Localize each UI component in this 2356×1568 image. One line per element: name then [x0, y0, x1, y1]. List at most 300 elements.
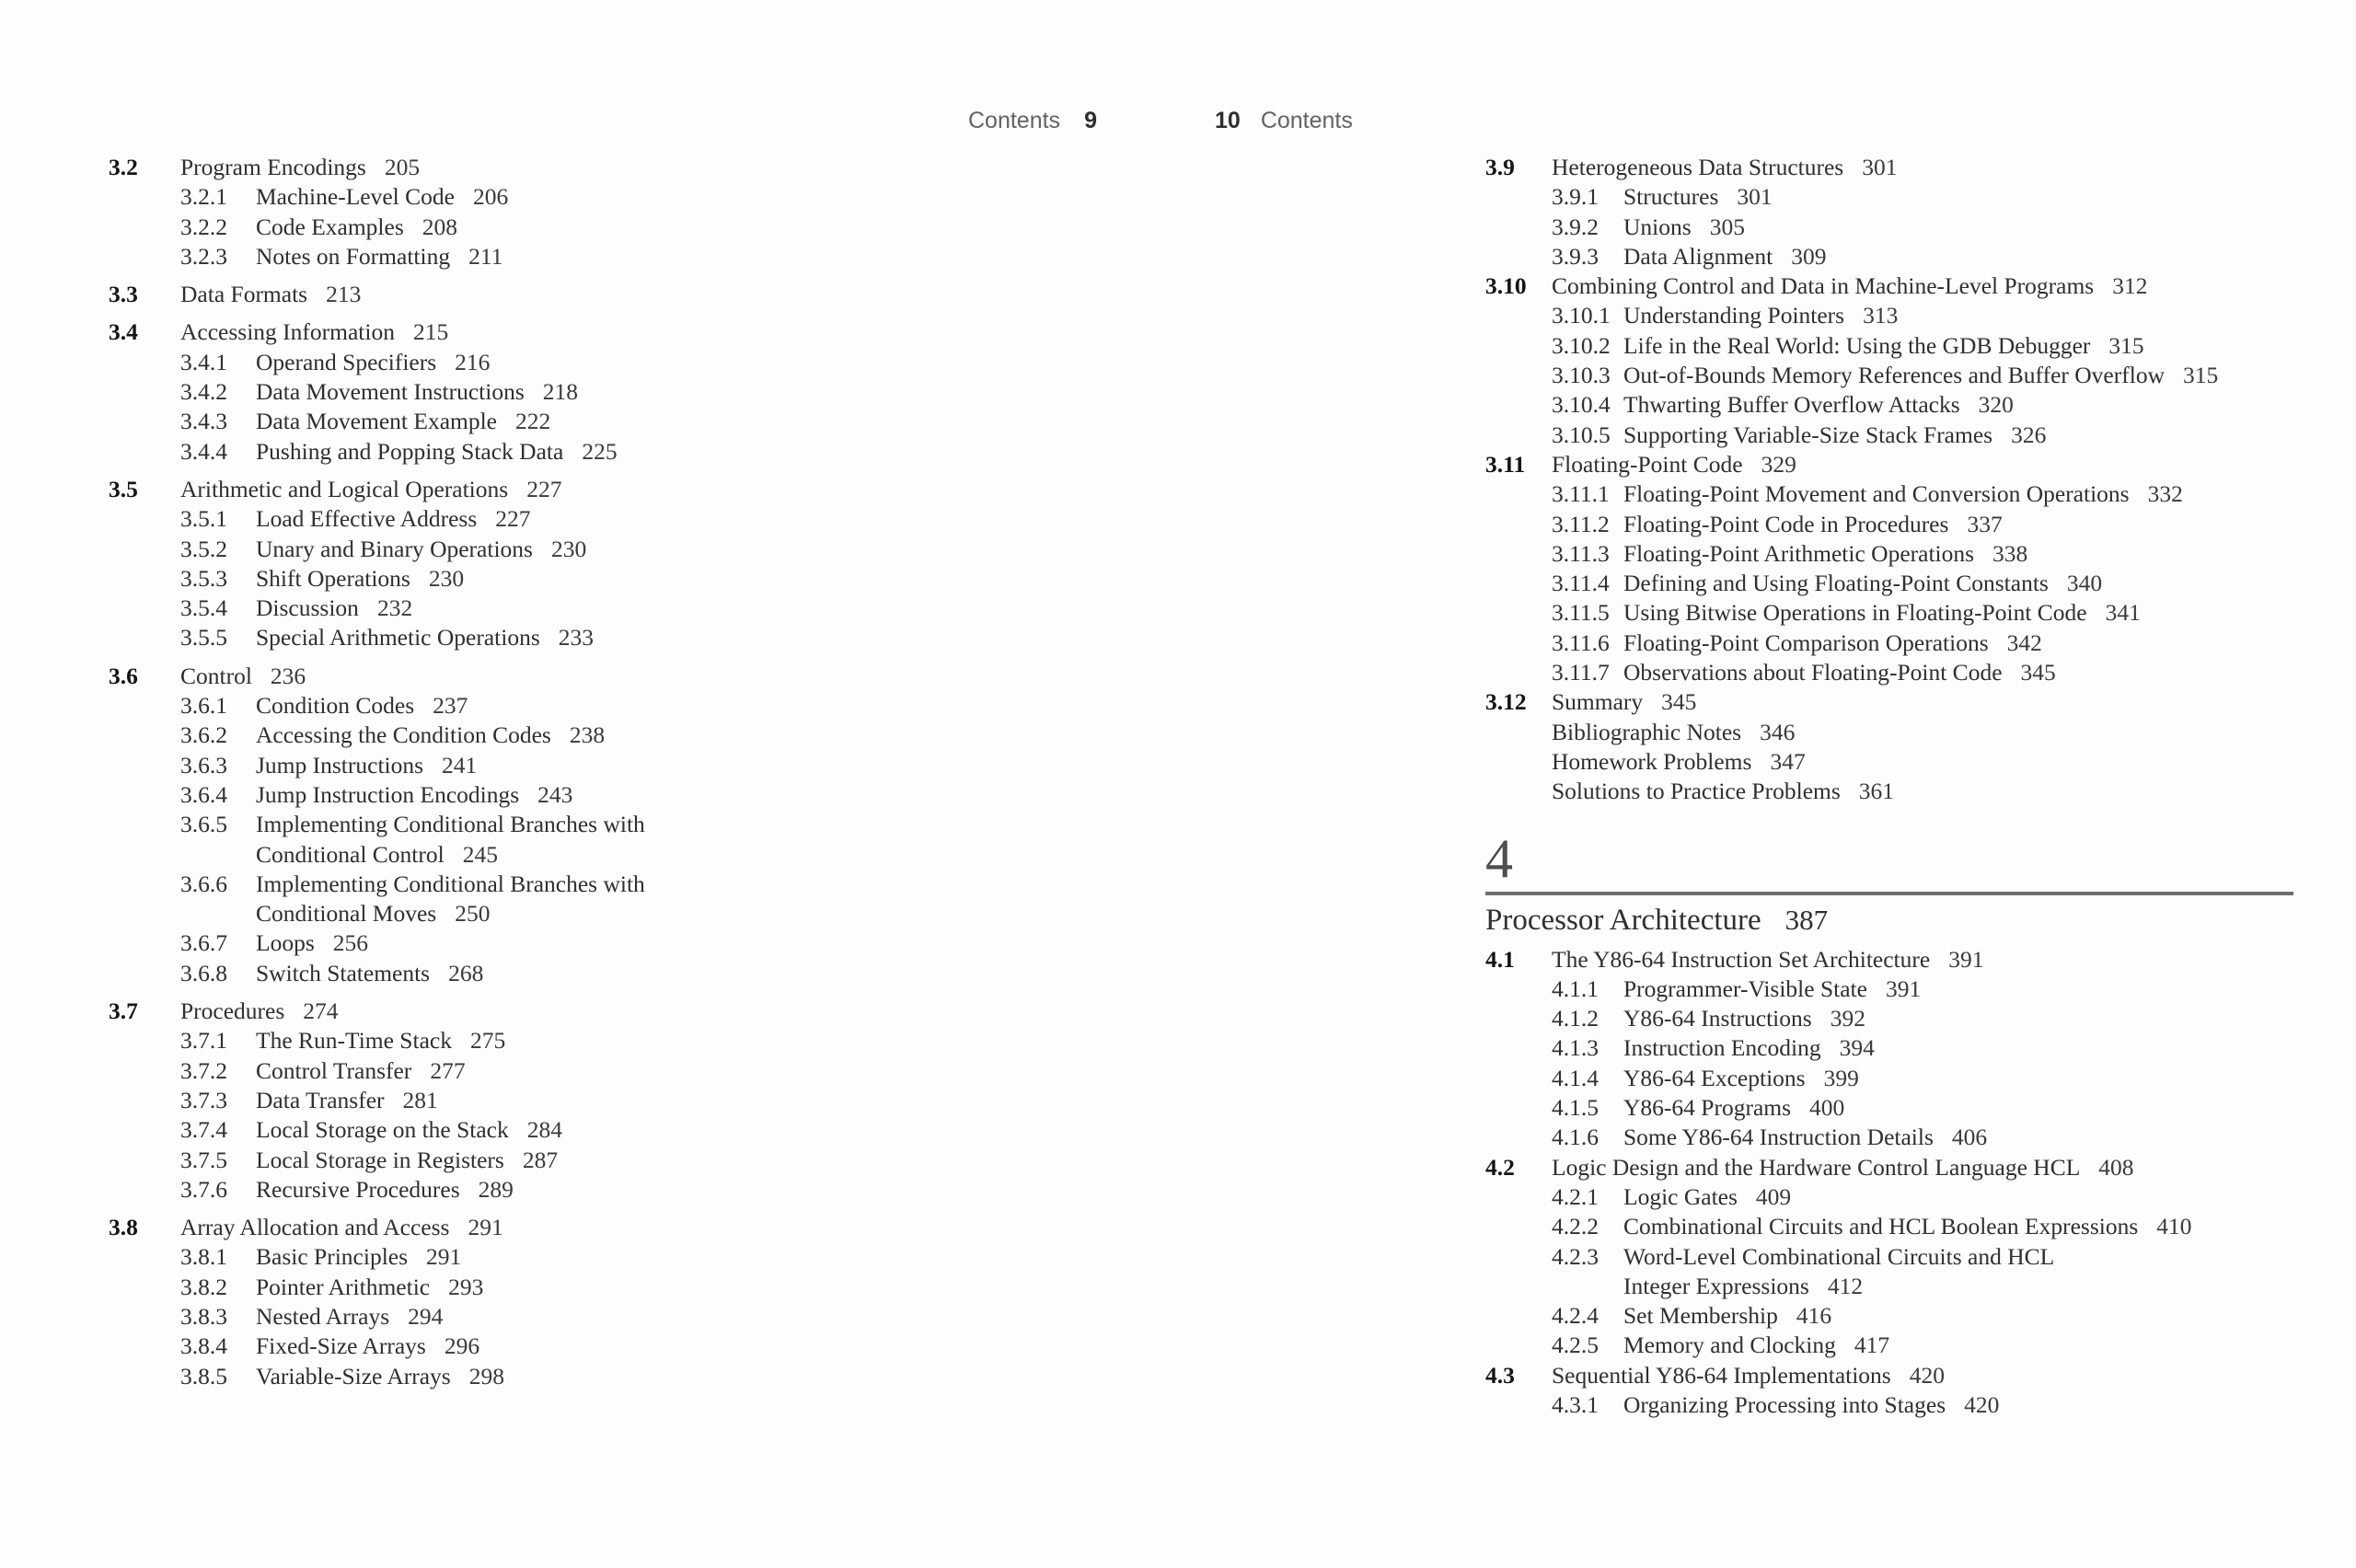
toc-entry	[109, 242, 1176, 271]
entry-number: 3.6.2	[180, 721, 227, 749]
toc-entry	[1485, 301, 2352, 330]
entry-line	[1552, 945, 1983, 974]
toc-entry	[1485, 1153, 2352, 1182]
entry-title: Y86-64 Instructions	[1623, 1005, 1812, 1032]
entry-line	[256, 721, 605, 750]
page-number: 227	[495, 505, 531, 533]
entry-title: Program Encodings	[180, 154, 366, 180]
entry-number: 3.5.5	[180, 624, 227, 651]
entry-number: 3.8.4	[180, 1332, 227, 1360]
entry-title: Data Transfer	[256, 1086, 385, 1113]
entry-title: Local Storage in Registers	[256, 1146, 504, 1173]
entry-title-block	[256, 1302, 443, 1332]
entry-line	[1623, 213, 1745, 242]
toc-entry	[1485, 1301, 2352, 1331]
entry-number: 4.1.4	[1552, 1064, 1599, 1091]
page-number: 222	[515, 408, 551, 435]
toc-entry	[109, 1332, 1176, 1361]
entry-line	[1623, 974, 1921, 1004]
entry-number: 4.2.2	[1552, 1213, 1599, 1240]
toc-entry	[1485, 1242, 2352, 1302]
toc-entry	[1485, 747, 2352, 777]
page-number: 399	[1823, 1064, 1859, 1091]
entry-title-block	[1623, 1301, 1831, 1331]
entry-title: Condition Codes	[256, 692, 415, 720]
entry-title: Code Examples	[256, 213, 404, 240]
page-number: 256	[332, 929, 368, 957]
entry-title-block	[1623, 1242, 2054, 1302]
entry-number: 3.12	[1485, 688, 1527, 716]
page-number: 400	[1809, 1094, 1845, 1122]
entry-line	[256, 535, 586, 564]
entry-title: Structures	[1623, 183, 1719, 211]
entry-number: 4.2.4	[1552, 1302, 1599, 1330]
entry-title-block	[1552, 271, 2147, 301]
entry-number: 3.11.3	[1552, 539, 1610, 567]
toc-entry	[1485, 1093, 2352, 1123]
entry-title-block	[256, 242, 502, 271]
entry-title: Switch Statements	[256, 959, 431, 986]
entry-number: 3.3	[109, 281, 138, 308]
entry-line	[256, 1362, 504, 1391]
entry-number: 3.10.4	[1552, 391, 1611, 419]
entry-title: Logic Design and the Hardware Control Language HCL	[1552, 1153, 2081, 1181]
entry-title: Floating-Point Comparison Operations	[1623, 628, 1989, 656]
entry-line	[1552, 271, 2147, 301]
page-number: 291	[468, 1214, 503, 1241]
entry-number: 3.6.1	[180, 692, 227, 720]
entry-number: 4.3.1	[1552, 1390, 1599, 1418]
toc-entry	[109, 780, 1176, 810]
running-head-right	[1215, 107, 1353, 134]
toc-entry	[1485, 390, 2352, 420]
toc-entry	[1485, 1212, 2352, 1241]
entry-line	[1552, 747, 1806, 777]
entry-line	[256, 594, 412, 623]
entry-title: Load Effective Address	[256, 505, 478, 533]
entry-title-block	[256, 1026, 505, 1055]
entry-title: Summary	[1552, 688, 1644, 716]
page-number: 274	[303, 997, 339, 1025]
entry-number: 3.2.3	[180, 242, 227, 270]
toc-entry	[109, 182, 1176, 212]
entry-title-block	[1623, 421, 2046, 450]
entry-title-block	[256, 377, 578, 407]
entry-line	[1623, 1301, 1831, 1331]
entry-number: 4.2.5	[1552, 1332, 1599, 1359]
entry-title-block	[180, 280, 361, 309]
entry-number: 3.11.1	[1552, 480, 1610, 508]
entry-title-block	[1623, 182, 1773, 212]
entry-line	[180, 662, 306, 691]
entry-title-block	[256, 1332, 479, 1361]
entry-title-block	[256, 1115, 562, 1145]
entry-title: Arithmetic and Logical Operations	[180, 475, 509, 502]
page-number: 225	[582, 437, 618, 465]
entry-title-continued: Conditional Moves	[256, 900, 437, 928]
entry-title: Y86-64 Programs	[1623, 1094, 1792, 1122]
entry-title: Variable-Size Arrays	[256, 1362, 451, 1389]
toc-column-right	[1485, 153, 2352, 1420]
entry-title-block	[256, 691, 468, 721]
toc-entry	[1485, 1123, 2352, 1152]
page-number: 230	[428, 564, 465, 592]
page-number: 315	[2182, 362, 2219, 389]
entry-line	[256, 407, 550, 436]
page-number: 341	[2105, 599, 2141, 627]
toc-entry	[1485, 331, 2352, 361]
entry-number: 3.7.4	[180, 1116, 227, 1144]
entry-title: Discussion	[256, 594, 359, 622]
entry-title: Combinational Circuits and HCL Boolean Expressions	[1623, 1213, 2139, 1240]
entry-title: The Run-Time Stack	[256, 1027, 452, 1055]
page-number: 294	[408, 1302, 444, 1330]
entry-title-block	[1552, 1153, 2134, 1182]
page-number: 215	[412, 318, 449, 346]
entry-title: Homework Problems	[1552, 747, 1752, 775]
toc-entry	[1485, 628, 2352, 658]
entry-line	[1623, 1182, 1791, 1212]
toc-entry	[1485, 361, 2352, 390]
page-number: 291	[426, 1243, 462, 1271]
entry-line	[256, 1115, 562, 1145]
toc-entry	[1485, 242, 2352, 271]
entry-line	[180, 997, 339, 1026]
entry-title-block	[256, 594, 412, 623]
entry-title: Understanding Pointers	[1623, 302, 1845, 329]
entry-line	[256, 1332, 479, 1361]
entry-number: 3.9.1	[1552, 183, 1599, 211]
entry-line	[256, 691, 468, 721]
toc-entry	[109, 721, 1176, 750]
entry-number: 3.5.3	[180, 564, 227, 592]
entry-number: 3.7.1	[180, 1027, 227, 1055]
page-number: 342	[2006, 628, 2042, 656]
entry-title-block	[1623, 1212, 2192, 1241]
entry-number: 3.2.1	[180, 183, 227, 211]
entry-line	[1623, 1093, 1844, 1123]
page-number: 230	[550, 535, 587, 562]
entry-line	[256, 377, 578, 407]
toc-entry	[1485, 450, 2352, 479]
entry-number: 3.8	[109, 1214, 138, 1241]
running-head-left	[968, 107, 1097, 134]
entry-number: 3.10.5	[1552, 421, 1611, 448]
entry-line	[1623, 361, 2218, 390]
entry-title: Floating-Point Movement and Conversion Operations	[1623, 480, 2130, 508]
page-number: 345	[1661, 688, 1697, 716]
entry-number: 3.9	[1485, 154, 1515, 180]
entry-number: 3.11.4	[1552, 570, 1610, 597]
entry-title-block	[1623, 361, 2218, 390]
entry-title: Using Bitwise Operations in Floating-Point Code	[1623, 599, 2087, 627]
page-number: 329	[1761, 450, 1796, 478]
chapter-page-number: 387	[1784, 903, 1829, 936]
entry-line	[1623, 1033, 1875, 1063]
entry-line-continued	[256, 840, 645, 870]
entry-title-block	[1552, 945, 1983, 974]
page-number: 287	[522, 1146, 559, 1173]
entry-title: Observations about Floating-Point Code	[1623, 659, 2003, 686]
entry-line	[256, 1273, 483, 1302]
entry-number: 3.11.5	[1552, 599, 1610, 627]
entry-number: 3.6.7	[180, 929, 227, 957]
page-number: 346	[1760, 718, 1796, 745]
entry-line	[256, 1086, 438, 1115]
entry-line	[1623, 658, 2056, 687]
page-number: 309	[1791, 242, 1827, 270]
entry-title-block	[256, 623, 594, 652]
entry-title-block	[1623, 1390, 1999, 1420]
entry-number: 3.10	[1485, 272, 1527, 300]
entry-title-block	[256, 928, 368, 958]
toc-entry	[109, 437, 1176, 467]
entry-number: 3.2	[109, 154, 138, 180]
entry-title-block	[256, 1362, 504, 1391]
entry-title-block	[256, 1086, 438, 1115]
chapter-rule	[1485, 892, 2293, 895]
toc-entry	[1485, 718, 2352, 747]
page-number: 275	[469, 1027, 506, 1055]
entry-number: 3.6.8	[180, 959, 227, 986]
entry-title-block	[1623, 1123, 1987, 1152]
entry-line	[1623, 1123, 1987, 1152]
page-number: 237	[433, 692, 468, 720]
page-number: 315	[2108, 331, 2144, 359]
entry-number: 3.5	[109, 475, 138, 502]
toc-entry	[1485, 687, 2352, 717]
page-number: 326	[2011, 421, 2047, 448]
toc-entry	[1485, 1361, 2352, 1390]
entry-number: 3.5.1	[180, 505, 227, 533]
page-number: 238	[569, 721, 606, 749]
entry-number: 4.2	[1485, 1153, 1515, 1181]
toc-entry	[1485, 945, 2352, 974]
entry-number: 3.4.3	[180, 408, 227, 435]
entry-number: 3.7	[109, 997, 138, 1025]
chapter-title-text: Processor Architecture	[1485, 903, 1761, 937]
page-number: 420	[1909, 1361, 1945, 1389]
entry-number: 3.6.3	[180, 751, 227, 778]
entry-title: Word-Level Combinational Circuits and HCL	[1623, 1242, 2055, 1270]
entry-line	[256, 213, 457, 242]
toc-entry	[109, 280, 1176, 309]
toc-entry	[109, 959, 1176, 988]
entry-number: 4.2.1	[1552, 1182, 1599, 1210]
entry-line	[256, 1146, 558, 1175]
entry-line	[1623, 1064, 1859, 1093]
entry-title-block	[256, 810, 645, 870]
entry-title-block	[1623, 301, 1898, 330]
entry-line	[256, 1056, 466, 1086]
entry-number: 4.2.3	[1552, 1242, 1599, 1270]
entry-title-block	[1623, 569, 2102, 598]
entry-title-block	[256, 751, 477, 780]
toc-entry	[109, 594, 1176, 623]
entry-line	[1552, 1153, 2134, 1182]
entry-title: Data Formats	[180, 281, 308, 308]
entry-title-block	[180, 662, 306, 691]
entry-title: Control Transfer	[256, 1056, 412, 1084]
entry-title: Procedures	[180, 997, 285, 1025]
page-number: 293	[448, 1273, 484, 1300]
entry-title-block	[1623, 1033, 1875, 1063]
entry-title: Accessing Information	[180, 318, 395, 346]
entry-title-block	[180, 997, 339, 1026]
entry-title: Unions	[1623, 213, 1692, 240]
page-number: 211	[468, 242, 503, 270]
entry-title: The Y86-64 Instruction Set Architecture	[1552, 945, 1931, 973]
page-number: 320	[1978, 391, 2014, 419]
entry-title: Out-of-Bounds Memory References and Buffer Overflow	[1623, 362, 2165, 389]
entry-line	[180, 280, 361, 309]
page-number: 233	[558, 624, 595, 651]
entry-title: Implementing Conditional Branches with	[256, 870, 645, 897]
entry-title: Floating-Point Code	[1552, 450, 1743, 478]
entry-line	[1623, 479, 2183, 509]
entry-title: Memory and Clocking	[1623, 1332, 1836, 1359]
toc-entry	[109, 751, 1176, 780]
toc-entry	[109, 377, 1176, 407]
entry-title-block	[256, 348, 490, 377]
entry-title-block	[256, 564, 464, 594]
entry-number: 3.11.2	[1552, 510, 1610, 537]
entry-number: 3.6.4	[180, 780, 227, 808]
entry-title: Local Storage on the Stack	[256, 1116, 509, 1144]
page-number: 361	[1858, 778, 1895, 805]
entry-title-block	[1623, 1093, 1844, 1123]
entry-title-block	[1552, 747, 1806, 777]
page-number: 298	[468, 1362, 504, 1389]
page-number: 337	[1967, 510, 2003, 537]
entry-number: 3.4	[109, 318, 138, 346]
entry-title: Fixed-Size Arrays	[256, 1332, 426, 1360]
entry-line	[256, 928, 368, 958]
entry-title-block	[1623, 1331, 1889, 1360]
entry-number: 3.5.2	[180, 535, 227, 562]
entry-number: 4.1.1	[1552, 974, 1599, 1002]
entry-title-block	[180, 475, 561, 504]
entry-line	[256, 1242, 461, 1272]
entry-line	[1623, 1390, 1999, 1420]
entry-title-block	[180, 1213, 503, 1242]
page-number: 420	[1964, 1390, 2000, 1418]
entry-line	[1623, 569, 2102, 598]
entry-title-block	[1623, 510, 2003, 539]
entry-number: 3.10.1	[1552, 302, 1611, 329]
toc-entry	[109, 1362, 1176, 1391]
entry-number: 4.3	[1485, 1361, 1515, 1389]
entry-line	[256, 623, 594, 652]
entry-line	[256, 751, 477, 780]
entry-title-block	[256, 1056, 466, 1086]
page-number: 213	[326, 281, 362, 308]
entry-title: Life in the Real World: Using the GDB Debugger	[1623, 331, 2091, 359]
entry-title-block	[256, 780, 572, 810]
entry-title: Data Movement Instructions	[256, 378, 525, 406]
entry-title: Defining and Using Floating-Point Constants	[1623, 570, 2049, 597]
toc-entry	[109, 475, 1176, 504]
entry-line	[256, 780, 572, 810]
entry-number: 3.9.2	[1552, 213, 1599, 240]
entry-line	[180, 475, 561, 504]
toc-entry	[109, 623, 1176, 652]
entry-number: 4.1.6	[1552, 1124, 1599, 1151]
page-number: 412	[1827, 1272, 1864, 1299]
toc-entry	[109, 1026, 1176, 1055]
entry-title-block	[256, 213, 457, 242]
toc-entry	[109, 407, 1176, 436]
entry-line	[1552, 718, 1795, 747]
entry-title-block	[256, 870, 645, 929]
page-number: 332	[2147, 480, 2183, 508]
entry-line	[256, 437, 618, 467]
entry-line	[256, 564, 464, 594]
entry-title-block	[1623, 213, 1745, 242]
entry-line	[256, 1175, 514, 1205]
entry-line-continued	[256, 899, 645, 928]
toc-entry	[109, 691, 1176, 721]
entry-title-block	[180, 317, 448, 347]
entry-title: Pushing and Popping Stack Data	[256, 437, 564, 465]
toc-column-left	[109, 153, 1176, 1391]
entry-title-block	[1623, 242, 1826, 271]
toc-entry	[109, 1242, 1176, 1272]
entry-line	[1623, 1331, 1889, 1360]
chapter-title	[1485, 905, 2352, 936]
entry-number: 3.10.3	[1552, 362, 1611, 389]
toc-entry	[109, 1175, 1176, 1205]
entry-number: 3.6.6	[180, 870, 227, 897]
entry-title-block	[256, 1175, 514, 1205]
entry-line	[256, 182, 508, 212]
entry-title: Combining Control and Data in Machine-Level Programs	[1552, 272, 2095, 300]
entry-title: Implementing Conditional Branches with	[256, 811, 645, 838]
entry-title: Heterogeneous Data Structures	[1552, 154, 1844, 180]
entry-number: 3.4.1	[180, 348, 227, 375]
entry-line	[256, 242, 502, 271]
entry-title: Loops	[256, 929, 315, 957]
entry-title-block	[1623, 598, 2141, 628]
toc-entry	[1485, 271, 2352, 301]
toc-entry	[1485, 539, 2352, 569]
entry-title-block	[256, 182, 508, 212]
entry-number: 3.6	[109, 662, 138, 689]
toc-entry	[1485, 479, 2352, 509]
entry-title: Data Movement Example	[256, 408, 497, 435]
entry-title-block	[1623, 331, 2144, 361]
entry-title-block	[256, 1146, 558, 1175]
page-number: 410	[2156, 1213, 2192, 1240]
page-number: 301	[1862, 154, 1898, 180]
entry-title-block	[256, 437, 618, 467]
entry-line	[1623, 421, 2046, 450]
entry-title: Organizing Processing into Stages	[1623, 1390, 1946, 1418]
entry-number: 3.5.4	[180, 594, 227, 622]
entry-number: 3.11.6	[1552, 628, 1610, 656]
toc-entry	[109, 1273, 1176, 1302]
toc-entry	[109, 997, 1176, 1026]
entry-line	[256, 959, 483, 988]
entry-title-block	[1623, 390, 2014, 420]
entry-title-block	[180, 153, 420, 182]
entry-title: Supporting Variable-Size Stack Frames	[1623, 421, 1993, 448]
chapter-heading	[1485, 827, 2352, 937]
page-number: 345	[2020, 659, 2056, 686]
toc-entry	[109, 662, 1176, 691]
entry-title-continued: Integer Expressions	[1623, 1272, 1809, 1299]
entry-title-block	[256, 504, 531, 534]
